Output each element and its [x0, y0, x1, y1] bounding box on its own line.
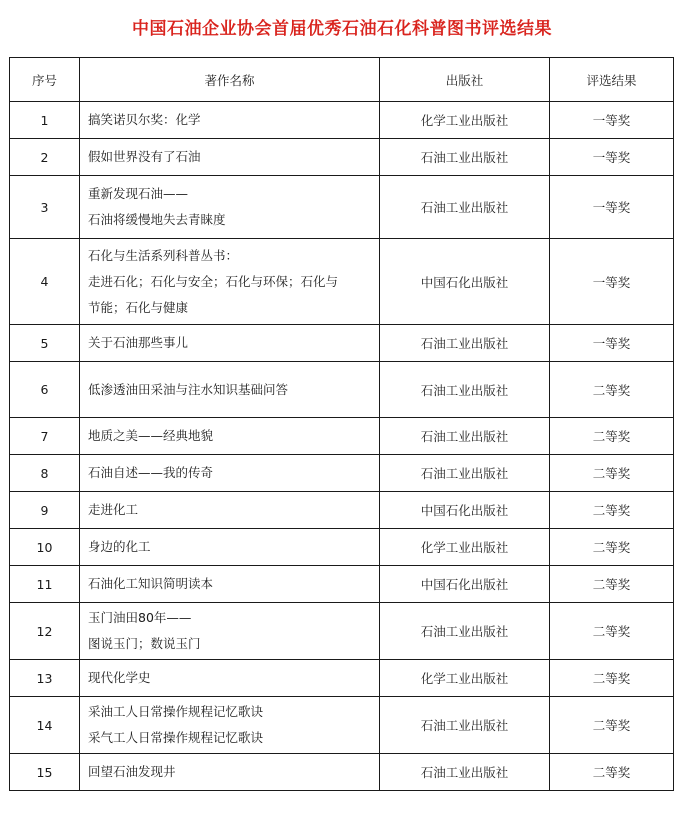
cell-book-name	[80, 660, 380, 697]
cell-result: 二等奖	[550, 603, 674, 660]
book-name-line: 走进石化；石化与安全；石化与环保；石化与	[88, 273, 339, 289]
cell-publisher: 石油工业出版社	[380, 418, 550, 455]
book-name-line: 地质之美——经典地貌	[88, 428, 214, 443]
book-name-line: 搞笑诺贝尔奖：化学	[88, 112, 201, 127]
book-name-line: 现代化学史	[88, 670, 151, 685]
cell-index: 15	[10, 754, 80, 791]
cell-book-name	[80, 362, 380, 418]
cell-book-name	[80, 492, 380, 529]
header-publisher: 出版社	[380, 58, 550, 102]
cell-publisher: 中国石化出版社	[380, 566, 550, 603]
cell-index: 6	[10, 362, 80, 418]
cell-result: 二等奖	[550, 418, 674, 455]
table-row	[10, 362, 674, 418]
table-row	[10, 754, 674, 791]
cell-result: 二等奖	[550, 660, 674, 697]
cell-result: 二等奖	[550, 754, 674, 791]
table-row	[10, 660, 674, 697]
book-name-line: 石油将缓慢地失去青睐度	[88, 212, 226, 227]
cell-book-name	[80, 239, 380, 325]
cell-book-name	[80, 529, 380, 566]
cell-publisher: 化学工业出版社	[380, 529, 550, 566]
cell-index: 5	[10, 325, 80, 362]
cell-book-name	[80, 566, 380, 603]
table-row	[10, 239, 674, 325]
table-row	[10, 325, 674, 362]
book-name-line: 采油工人日常操作规程记忆歌诀	[88, 704, 264, 719]
table-row	[10, 176, 674, 239]
book-name-line: 节能；石化与健康	[88, 299, 189, 315]
cell-result: 二等奖	[550, 697, 674, 754]
cell-publisher: 石油工业出版社	[380, 325, 550, 362]
table-row	[10, 102, 674, 139]
cell-index: 9	[10, 492, 80, 529]
table-row	[10, 139, 674, 176]
cell-index: 1	[10, 102, 80, 139]
cell-result: 一等奖	[550, 102, 674, 139]
cell-index: 8	[10, 455, 80, 492]
table-row	[10, 455, 674, 492]
cell-index: 14	[10, 697, 80, 754]
cell-publisher: 石油工业出版社	[380, 697, 550, 754]
cell-index: 4	[10, 239, 80, 325]
cell-result: 二等奖	[550, 566, 674, 603]
book-name-line: 玉门油田80年——	[88, 610, 192, 625]
cell-book-name	[80, 418, 380, 455]
cell-publisher: 化学工业出版社	[380, 660, 550, 697]
cell-book-name	[80, 102, 380, 139]
cell-publisher: 石油工业出版社	[380, 754, 550, 791]
cell-publisher: 化学工业出版社	[380, 102, 550, 139]
header-name: 著作名称	[80, 58, 380, 102]
page-title: 中国石油企业协会首届优秀石油石化科普图书评选结果	[132, 19, 552, 39]
cell-index: 10	[10, 529, 80, 566]
header-result: 评选结果	[550, 58, 674, 102]
book-name-line: 图说玉门；数说玉门	[88, 636, 201, 651]
cell-publisher: 石油工业出版社	[380, 139, 550, 176]
cell-book-name	[80, 697, 380, 754]
cell-book-name	[80, 754, 380, 791]
header-index: 序号	[10, 58, 80, 102]
cell-result: 一等奖	[550, 325, 674, 362]
cell-publisher: 中国石化出版社	[380, 492, 550, 529]
cell-book-name	[80, 603, 380, 660]
table-row	[10, 529, 674, 566]
book-name-line: 重新发现石油——	[88, 186, 189, 201]
cell-result: 二等奖	[550, 492, 674, 529]
cell-publisher: 石油工业出版社	[380, 176, 550, 239]
table-row	[10, 603, 674, 660]
cell-book-name	[80, 325, 380, 362]
cell-index: 3	[10, 176, 80, 239]
cell-index: 13	[10, 660, 80, 697]
cell-result: 一等奖	[550, 239, 674, 325]
book-name-line: 石油自述——我的传奇	[88, 465, 214, 480]
cell-result: 二等奖	[550, 455, 674, 492]
book-name-line: 石化与生活系列科普丛书：	[88, 247, 239, 263]
book-name-line: 假如世界没有了石油	[88, 149, 201, 164]
cell-book-name	[80, 139, 380, 176]
book-name-line: 采气工人日常操作规程记忆歌诀	[88, 730, 264, 745]
book-name-line: 石油化工知识简明读本	[88, 576, 214, 591]
book-name-line: 身边的化工	[88, 539, 151, 554]
cell-book-name	[80, 176, 380, 239]
cell-publisher: 中国石化出版社	[380, 239, 550, 325]
book-name-line: 关于石油那些事儿	[88, 335, 189, 350]
cell-index: 2	[10, 139, 80, 176]
cell-publisher: 石油工业出版社	[380, 603, 550, 660]
book-name-line: 走进化工	[88, 502, 139, 517]
cell-result: 一等奖	[550, 139, 674, 176]
cell-index: 12	[10, 603, 80, 660]
cell-index: 7	[10, 418, 80, 455]
cell-result: 一等奖	[550, 176, 674, 239]
cell-result: 二等奖	[550, 362, 674, 418]
cell-book-name	[80, 455, 380, 492]
table-row	[10, 418, 674, 455]
cell-publisher: 石油工业出版社	[380, 455, 550, 492]
cell-index: 11	[10, 566, 80, 603]
table-header-row	[10, 58, 674, 102]
table-row	[10, 697, 674, 754]
book-name-line: 低渗透油田采油与注水知识基础问答	[88, 381, 289, 397]
book-name-line: 回望石油发现井	[88, 764, 176, 779]
results-table	[9, 57, 674, 791]
cell-publisher: 石油工业出版社	[380, 362, 550, 418]
cell-result: 二等奖	[550, 529, 674, 566]
table-row	[10, 566, 674, 603]
table-row	[10, 492, 674, 529]
